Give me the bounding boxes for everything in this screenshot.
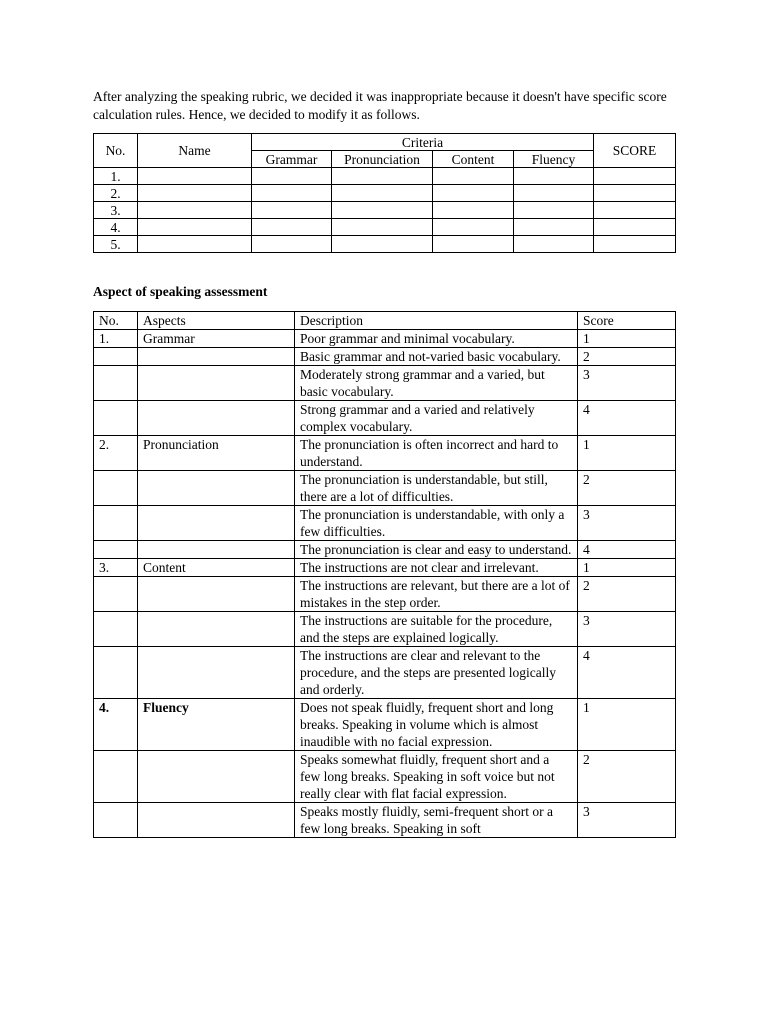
rubric-description-cell: The instructions are clear and relevant to the procedure, and the steps are presented logically and orderly. [295,647,578,699]
rubric-aspect-cell [138,612,295,647]
table-row [94,436,676,471]
rubric-header-description: Description [295,312,578,330]
rubric-description-cell: The instructions are relevant, but there are a lot of mistakes in the step order. [295,577,578,612]
empty-cell [138,236,252,253]
table-row [94,330,676,348]
rubric-score-cell: 2 [578,751,676,803]
rubric-score-cell: 4 [578,647,676,699]
rubric-aspect-cell [138,647,295,699]
empty-cell [332,168,433,185]
rubric-description-cell: Basic grammar and not-varied basic vocabulary. [295,348,578,366]
rubric-no-cell [94,401,138,436]
rubric-description-cell: Does not speak fluidly, frequent short and long breaks. Speaking in volume which is almost inaudible with no facial expression. [295,699,578,751]
rubric-score-cell: 4 [578,401,676,436]
score-table-header-score: SCORE [594,134,676,168]
table-row [94,471,676,506]
empty-cell [252,236,332,253]
rubric-no-cell [94,506,138,541]
rubric-description-cell: Speaks somewhat fluidly, frequent short and a few long breaks. Speaking in soft voice but not really clear with flat facial expression. [295,751,578,803]
empty-cell [332,202,433,219]
row-number: 2. [94,185,138,202]
criteria-content: Content [433,151,514,168]
table-row [94,803,676,838]
table-row [94,541,676,559]
rubric-score-cell: 1 [578,559,676,577]
rubric-score-cell: 1 [578,330,676,348]
rubric-aspect-cell: Grammar [138,330,295,348]
rubric-description-cell: The instructions are suitable for the procedure, and the steps are explained logically. [295,612,578,647]
table-row [94,577,676,612]
table-row [94,506,676,541]
score-table-header-criteria: Criteria [252,134,594,151]
rubric-table [93,311,676,838]
empty-cell [332,185,433,202]
empty-cell [138,168,252,185]
rubric-description-cell: The pronunciation is often incorrect and hard to understand. [295,436,578,471]
rubric-description-cell: Poor grammar and minimal vocabulary. [295,330,578,348]
rubric-no-cell: 3. [94,559,138,577]
empty-cell [594,168,676,185]
section-heading: Aspect of speaking assessment [93,284,268,299]
empty-cell [514,236,594,253]
table-row [94,647,676,699]
empty-cell [332,219,433,236]
rubric-no-cell [94,348,138,366]
table-row [94,699,676,751]
rubric-score-cell: 2 [578,348,676,366]
row-number: 1. [94,168,138,185]
table-row [94,185,676,202]
rubric-aspect-cell: Pronunciation [138,436,295,471]
rubric-description-cell: The pronunciation is understandable, with only a few difficulties. [295,506,578,541]
row-number: 5. [94,236,138,253]
score-table [93,133,676,253]
rubric-aspect-cell: Fluency [138,699,295,751]
table-row [94,219,676,236]
empty-cell [514,219,594,236]
rubric-no-cell [94,541,138,559]
empty-cell [332,236,433,253]
rubric-aspect-cell [138,471,295,506]
table-row [94,559,676,577]
table-row [94,202,676,219]
rubric-no-cell [94,647,138,699]
rubric-aspect-cell [138,401,295,436]
rubric-no-cell [94,803,138,838]
rubric-score-cell: 1 [578,436,676,471]
rubric-score-cell: 3 [578,366,676,401]
rubric-no-cell [94,366,138,401]
rubric-aspect-cell [138,751,295,803]
empty-cell [138,185,252,202]
empty-cell [433,236,514,253]
empty-cell [594,202,676,219]
empty-cell [433,202,514,219]
table-row [94,348,676,366]
rubric-no-cell [94,612,138,647]
empty-cell [138,202,252,219]
empty-cell [138,219,252,236]
rubric-score-cell: 2 [578,471,676,506]
rubric-score-cell: 3 [578,612,676,647]
rubric-no-cell: 1. [94,330,138,348]
criteria-grammar: Grammar [252,151,332,168]
rubric-score-cell: 1 [578,699,676,751]
empty-cell [514,185,594,202]
rubric-aspect-cell: Content [138,559,295,577]
table-row [94,366,676,401]
row-number: 4. [94,219,138,236]
empty-cell [514,168,594,185]
rubric-description-cell: Moderately strong grammar and a varied, but basic vocabulary. [295,366,578,401]
empty-cell [594,236,676,253]
empty-cell [252,185,332,202]
empty-cell [594,185,676,202]
rubric-aspect-cell [138,577,295,612]
rubric-no-cell [94,471,138,506]
rubric-no-cell [94,577,138,612]
criteria-fluency: Fluency [514,151,594,168]
table-row [94,236,676,253]
rubric-header-no: No. [94,312,138,330]
row-number: 3. [94,202,138,219]
table-row [94,612,676,647]
empty-cell [252,168,332,185]
empty-cell [514,202,594,219]
rubric-score-cell: 3 [578,803,676,838]
rubric-description-cell: The instructions are not clear and irrelevant. [295,559,578,577]
score-table-header-no: No. [94,134,138,168]
rubric-score-cell: 4 [578,541,676,559]
empty-cell [252,219,332,236]
rubric-aspect-cell [138,541,295,559]
rubric-description-cell: Speaks mostly fluidly, semi-frequent short or a few long breaks. Speaking in soft [295,803,578,838]
empty-cell [252,202,332,219]
criteria-pronunciation: Pronunciation [332,151,433,168]
rubric-description-cell: The pronunciation is understandable, but still, there are a lot of difficulties. [295,471,578,506]
table-row [94,401,676,436]
rubric-score-cell: 3 [578,506,676,541]
rubric-aspect-cell [138,366,295,401]
rubric-score-cell: 2 [578,577,676,612]
empty-cell [433,185,514,202]
table-row [94,168,676,185]
rubric-no-cell: 2. [94,436,138,471]
rubric-header-aspects: Aspects [138,312,295,330]
rubric-aspect-cell [138,348,295,366]
score-table-header-name: Name [138,134,252,168]
rubric-description-cell: Strong grammar and a varied and relatively complex vocabulary. [295,401,578,436]
empty-cell [433,219,514,236]
table-row [94,751,676,803]
rubric-aspect-cell [138,506,295,541]
rubric-aspect-cell [138,803,295,838]
empty-cell [594,219,676,236]
intro-paragraph: After analyzing the speaking rubric, we decided it was inappropriate because it doesn't have specific score calculation rules. Hence, we decided to modify it as follows. [93,89,667,122]
rubric-header-score: Score [578,312,676,330]
rubric-no-cell: 4. [94,699,138,751]
empty-cell [433,168,514,185]
rubric-no-cell [94,751,138,803]
rubric-description-cell: The pronunciation is clear and easy to understand. [295,541,578,559]
